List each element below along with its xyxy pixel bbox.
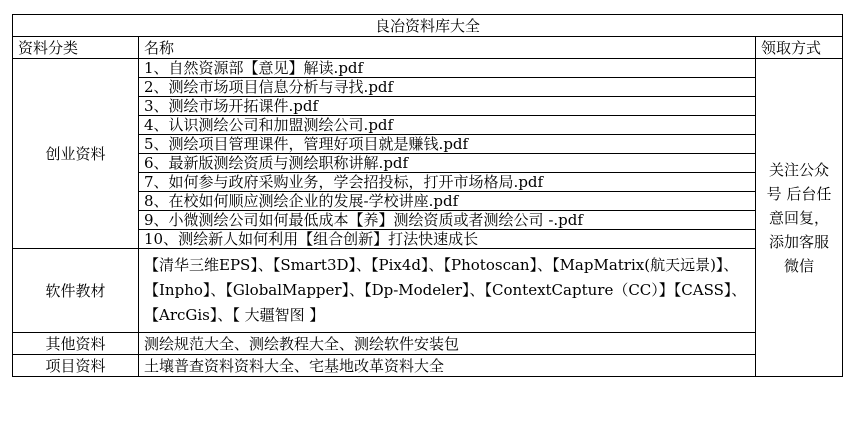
claim-method: 关注公众号 后台任意回复，添加客服微信 <box>756 59 843 377</box>
list-item: 8、在校如何顺应测绘企业的发展-学校讲座.pdf <box>139 192 756 211</box>
header-category: 资料分类 <box>13 37 139 59</box>
list-item: 10、测绘新人如何利用【组合创新】打法快速成长 <box>139 230 756 249</box>
category-software: 软件教材 <box>13 249 139 333</box>
list-item: 3、测绘市场开拓课件.pdf <box>139 97 756 116</box>
list-item: 2、测绘市场项目信息分析与寻找.pdf <box>139 78 756 97</box>
list-item: 5、测绘项目管理课件，管理好项目就是赚钱.pdf <box>139 135 756 154</box>
project-content: 土壤普查资料资料大全、宅基地改革资料大全 <box>139 355 756 377</box>
category-other: 其他资料 <box>13 333 139 355</box>
category-project: 项目资料 <box>13 355 139 377</box>
list-item: 1、自然资源部【意见】解读.pdf <box>139 59 756 78</box>
list-item: 9、小微测绘公司如何最低成本【养】测绘资质或者测绘公司 -.pdf <box>139 211 756 230</box>
resource-table-wrapper <box>12 14 843 377</box>
software-list: 【清华三维EPS】、【Smart3D】、【Pix4d】、【Photoscan】、【MapMatrix(航天远景)】、【Inpho】、【GlobalMapper】、【Dp-Modeler】、【ContextCapture（CC）】【CASS】、【ArcGis】、【 大疆智图 】 <box>139 249 756 333</box>
header-name: 名称 <box>139 37 756 59</box>
list-item: 7、如何参与政府采购业务，学会招投标，打开市场格局.pdf <box>139 173 756 192</box>
header-method: 领取方式 <box>756 37 843 59</box>
table-title: 良冶资料库大全 <box>13 15 843 37</box>
category-startup: 创业资料 <box>13 59 139 249</box>
resource-table <box>12 14 843 377</box>
list-item: 4、认识测绘公司和加盟测绘公司.pdf <box>139 116 756 135</box>
other-content: 测绘规范大全、测绘教程大全、测绘软件安装包 <box>139 333 756 355</box>
list-item: 6、最新版测绘资质与测绘职称讲解.pdf <box>139 154 756 173</box>
